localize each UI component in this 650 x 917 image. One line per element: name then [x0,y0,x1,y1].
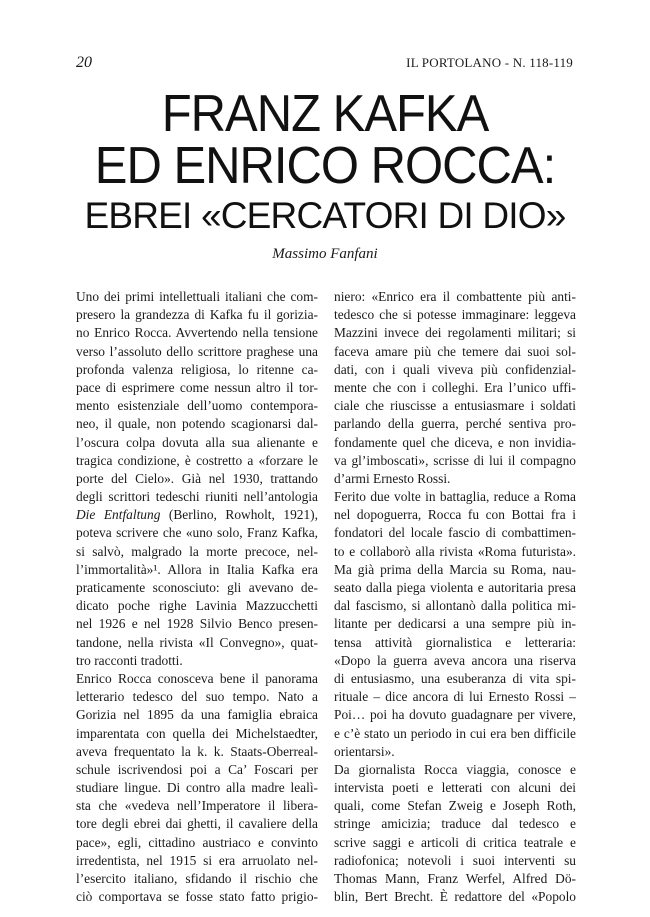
text-line: presero la grandezza di Kafka fu il gorizia- [76,307,318,323]
text-line: letterario tedesco del suo tempo. Nato a [76,689,318,705]
text-line: mente che con i colleghi. Era l’unico uffi- [334,379,576,395]
text-line: d’armi Ernesto Rossi. [334,470,451,486]
text-line: tensa attività giornalistica e letteraria: [334,634,576,650]
text-line: nel dopoguerra, Rocca fu con Bottai fra i [334,507,576,523]
title-line-1: FRANZ KAFKA [161,85,489,143]
text-line: parlando della guerra, perché sentiva pro- [334,416,576,432]
text-line: tro racconti tradotti. [76,652,183,668]
text-line: Poi… poi ha dovuto guadagnare per vivere, [334,707,576,723]
text-line: l’esercito italiano, sfidando il rischio che [76,871,318,886]
text-line: tedesco che si potesse immaginare: leggeva [334,307,576,323]
text-line: Die Entfaltung (Berlino, Rowholt, 1921), [76,507,318,523]
text-line: tore degli ebrei dai ghetti, il cavaliere della [76,816,318,832]
text-line: radiofonica; notevoli i suoi interventi su [334,852,576,868]
text-column-right [334,288,576,906]
text-line: no Enrico Rocca. Avvertendo nella tensione [76,325,318,341]
text-line: Ma già prima della Marcia su Roma, nau- [334,561,576,577]
text-line: studiare lingue. Di contro alla madre lealì- [76,780,318,796]
text-line: Da giornalista Rocca viaggia, conosce e [334,761,576,777]
text-line: stringe amicizia; traduce dal tedesco e [334,816,576,832]
text-column-left [76,288,318,906]
text-line: degli scrittori tedeschi riuniti nell’antologia [76,489,318,505]
text-line: blin, Bert Brecht. È redattore del «Popolo [334,889,576,905]
text-line: Thomas Mann, Franz Werfel, Alfred Dö- [334,871,576,886]
text-line: fondatori del locale fascio di combattimen- [334,525,576,541]
text-line: e c’è stato un periodo in cui era ben difficile [334,725,576,741]
text-line: Mazzini invece dei regolamenti militari; si [334,325,576,341]
text-line: verso l’assoluto dello scrittore praghese una [76,343,318,359]
text-line: poteva scrivere che «uno solo, Franz Kafka, [76,525,318,541]
text-line: mento esistenziale dell’uomo contempora- [76,398,318,414]
text-line: Ferito due volte in battaglia, reduce a Roma [334,489,576,505]
text-line: Gorizia nel 1895 da una famiglia ebraica [76,707,318,723]
text-line: quali, come Stefan Zweig e Joseph Roth, [334,798,576,814]
page-header [76,54,573,72]
text-line: di entusiasmo, una esuberanza di vita spi- [334,670,576,686]
text-line: faceva amare più che temere dai suoi sol- [334,343,576,359]
text-line: orientarsi». [334,743,395,759]
text-line: fondamente quel che diceva, e non invidia- [334,434,576,450]
text-line: schule iscrivendosi poi a Ca’ Foscari per [76,761,318,777]
text-line: va gl’imboscati», scrisse di lui il compagno [334,452,576,468]
text-line: rituale – dice ancora di lui Ernesto Rossi – [334,689,576,705]
text-line: scrive saggi e articoli di critica teatrale e [334,834,576,850]
text-line: litante per dedicarsi a una sempre più in- [334,616,576,632]
text-line: Enrico Rocca conosceva bene il panorama [76,670,318,686]
article-title [0,85,650,236]
text-line: tandone, nella rivista «Il Convegno», quat- [76,634,318,650]
title-line-2: ED ENRICO ROCCA: [94,137,556,195]
text-line: Uno dei primi intellettuali italiani che com- [76,289,318,304]
text-line: ciò comportava se fosse stato fatto prigio- [76,889,318,905]
text-line: aveva frequentato la k. k. Staats-Oberreal- [76,743,318,759]
title-line-3: EBREI «CERCATORI DI DIO» [84,195,566,236]
text-line: praticamente sconosciuto: gli avevano de- [76,580,318,595]
text-line: pace di esprimere come nessun altro il tor- [76,379,318,395]
text-line: dicato poche righe Lavinia Mazzucchetti [76,598,318,614]
text-line: seato dalla piega violenta e autoritaria presa [334,580,576,595]
page-number: 20 [76,54,92,71]
author-byline: Massimo Fanfani [272,246,378,262]
text-line: profonda valenza religiosa, lo ritenne ca- [76,361,318,377]
text-line: intervista poeti e letterati con alcuni dei [334,780,576,796]
running-head: IL PORTOLANO - N. 118-119 [406,55,573,70]
text-line: «Dopo la guerra aveva ancora una riserva [334,652,576,668]
text-line: neo, il quale, non potendo scagionarsi dal- [76,416,318,432]
text-line: imparentata con quella dei Michelstaedter, [76,725,318,741]
text-line: nel 1926 e nel 1928 Silvio Benco presen- [76,616,318,632]
text-line: niero: «Enrico era il combattente più anti- [334,289,576,304]
text-line: porte del Cielo». Già nel 1930, trattando [76,470,318,486]
text-line: si salvò, malgrado la morte precoce, nel- [76,543,318,559]
text-line: l’immortalità»¹. Allora in Italia Kafka era [76,561,318,577]
text-line: irredentista, nel 1915 si era arruolato nel- [76,852,318,868]
text-line: sta che «vedeva nell’Imperatore il libera- [76,798,318,814]
text-line: to e collaborò alla rivista «Roma futurista». [334,543,576,559]
text-line: ciale che riuscisse a entusiasmare i soldati [334,398,576,414]
text-line: dati, con i quali viveva più confidenzial- [334,361,576,377]
text-line: tragica condizione, è costretto a «forzare le [76,452,318,468]
text-line: dal fascismo, si allontanò dalla politica mi- [334,598,576,614]
text-line: pace», egli, cittadino austriaco e convinto [76,834,318,850]
text-line: l’oscura colpa dovuta alla sua alienante e [76,434,318,450]
